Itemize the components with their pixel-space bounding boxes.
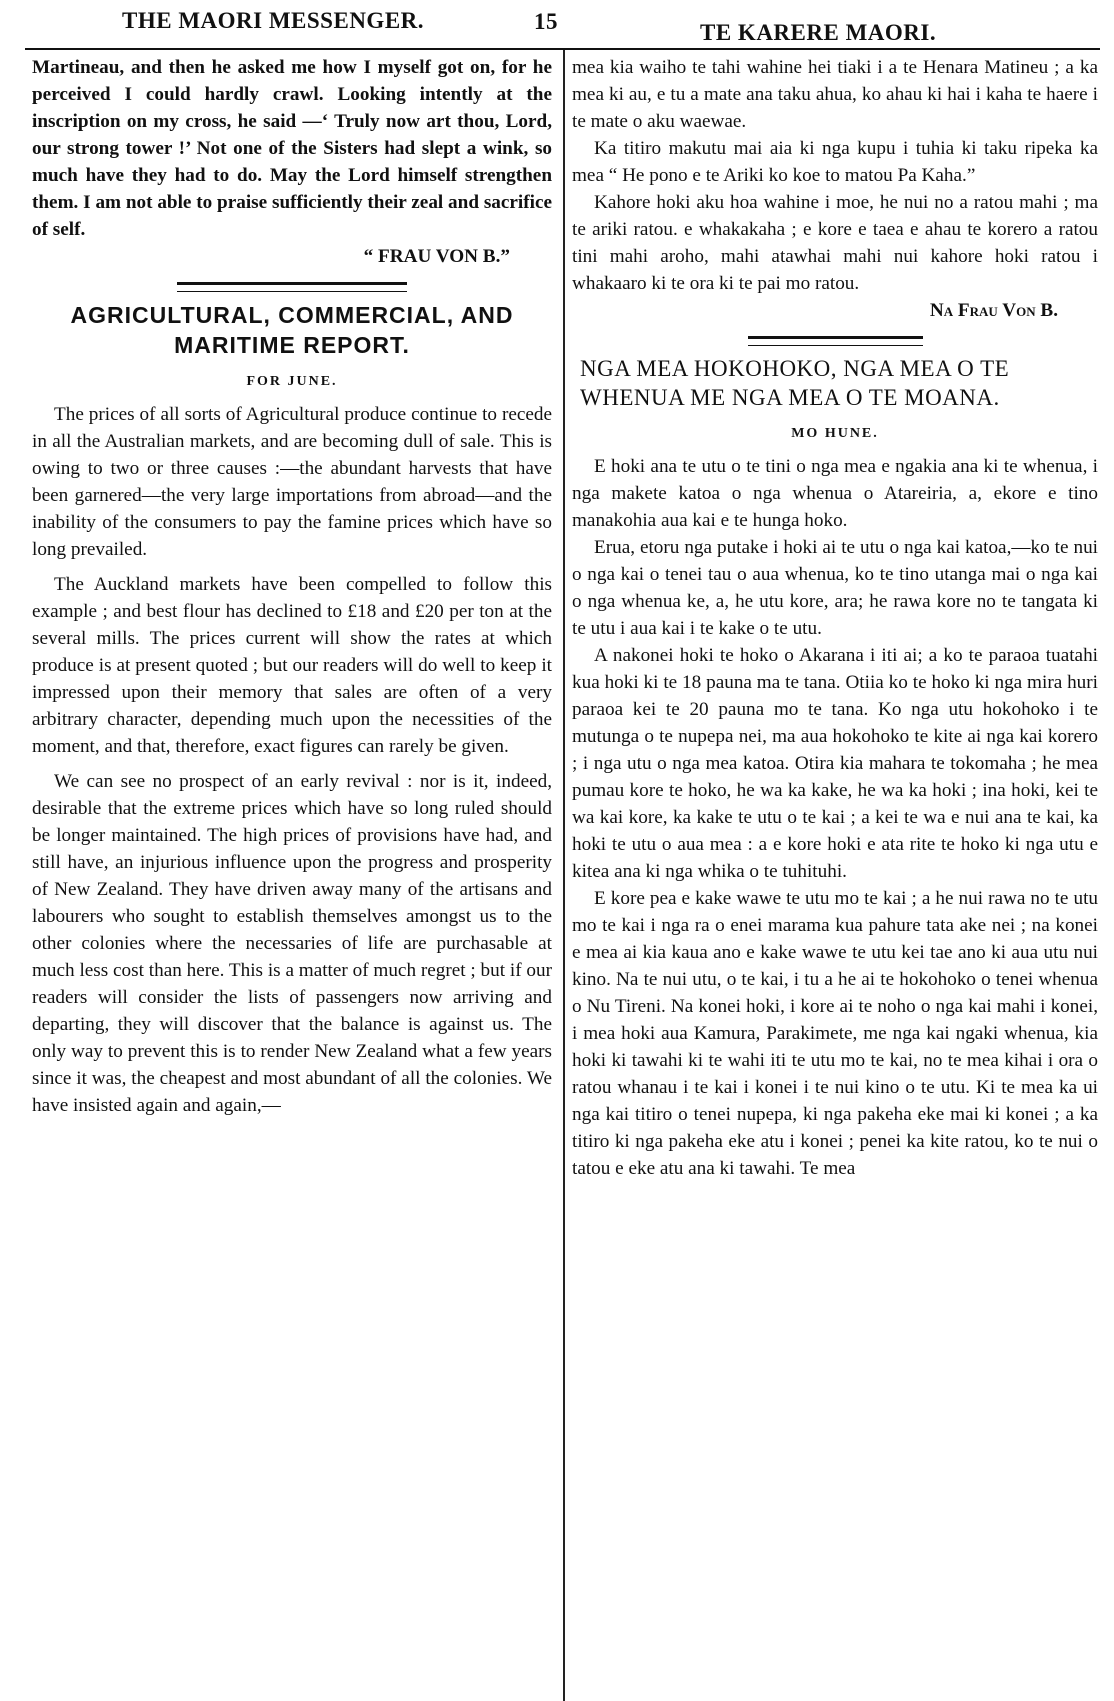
- report-paragraph-2: Erua, etoru nga putake i hoki ai te utu o nga kai katoa,—ko te nui o nga kai o tenei tau o aua whenua, ko te tino utanga mai o nga kai o nga whenua ke, a, he utu kore, ara; he rawa kore no te tangata ki te utu i aua kai i te kake o te utu.: [572, 537, 1098, 639]
- page-number: 15: [534, 9, 558, 34]
- page-header: [0, 0, 1114, 50]
- english-column: [32, 54, 552, 1119]
- letter-paragraph-3: Kahore hoki aku hoa wahine i moe, he nui no a ratou mahi ; ma te ariki ratou. e whakakaha ; e kore e taea e ahau te korero a ratou tini mahi aroho, mahi atawhai mahi nui kahore hoki ratou i whakaaro ki te ora ki te pai mo ratou.: [572, 192, 1098, 294]
- maori-column: [572, 54, 1098, 1182]
- section-rule: [748, 336, 923, 346]
- report-paragraph-3: We can see no prospect of an early revival : nor is it, indeed, desirable that the extreme prices which have so long ruled should be longer maintained. The high prices of provisions have had, and still have, an injurious influence upon the progress and prosperity of New Zealand. They have driven away many of the artisans and labourers who sought to establish themselves amongst us to the other colonies where the necessaries of life are purchasable at much less cost than here. This is a matter of much regret ; but if our readers will consider the lists of passengers now arriving and departing, they will discover that the balance is against us. The only way to prevent this is to render New Zealand what a few years since it was, the cheapest and most abundant of all the colonies. We have insisted again and again,—: [32, 771, 552, 1116]
- report-paragraph-2: The Auckland markets have been compelled to follow this example ; and best flour has declined to £18 and £20 per ton at the several mills. The prices current will show the rates at which produce is at present quoted ; but our readers will do well to keep it impressed upon their memory that sales are often of a very arbitrary character, depending much upon the necessities of the moment, and that, therefore, exact figures can rarely be given.: [32, 574, 552, 757]
- report-title-line2: MARITIME REPORT.: [174, 332, 410, 358]
- report-subtitle: FOR JUNE.: [246, 374, 338, 389]
- report-subtitle: MO HUNE.: [791, 426, 879, 441]
- letter-paragraph-2: Ka titiro makutu mai aia ki nga kupu i tuhia ki taku ripeka ka mea “ He pono e te Ariki ko koe to matou Pa Kaha.”: [572, 138, 1098, 186]
- header-maori-title: TE KARERE MAORI.: [700, 20, 937, 45]
- report-paragraph-1: E hoki ana te utu o te tini o nga mea e ngakia ana ki te whenua, i nga makete katoa o nga whenua o Atareiria, a, ekore e tino manakohia aua kai e te hunga hoko.: [572, 456, 1098, 531]
- header-english-title: THE MAORI MESSENGER.: [122, 8, 425, 33]
- letter-signature: “ FRAU VON B.”: [363, 246, 510, 267]
- letter-paragraph-1: mea kia waiho te tahi wahine hei tiaki i a te Henara Matineu ; a ka mea ki au, e tu a mate ana taku ahua, ko ahau ki hai i kaha te haere i te mate o aku waewae.: [572, 57, 1098, 132]
- report-paragraph-4: E kore pea e kake wawe te utu mo te kai ; a he nui rawa no te utu mo te kai i nga ra o enei marama kua pahure tata ake nei ; na konei e mea ai kia kaua ano e kake wawe te utu kei tae ano ki aua utu nui kino. Na te nui utu, o te kai, i tu a he ai te hokohoko o tenei whenua o Nu Tireni. Na konei hoki, i kore ai te noho o nga kai mahi i konei, i mea hoki aua Kamura, Parakimete, me nga kai ngaki whenua, kia hoki ki tawahi ki te wahi iti te utu mo te kai, no te mea kihai i ora o ratou whanau i te kai i konei i te nui kino o te utu. Ki te mea ka ui nga kai titiro o tenei nupepa, ki nga pakeha eke mai ki konei ; a ka titiro ki nga pakeha eke atu i konei ; penei ka kite ratou, ko te nui o tatou e eke atu ana ki tawahi. Te mea: [572, 888, 1098, 1179]
- report-title-line1: AGRICULTURAL, COMMERCIAL, AND: [70, 302, 514, 328]
- report-paragraph-1: The prices of all sorts of Agricultural produce continue to recede in all the Australian markets, and are becoming dull of sale. This is owing to two or three causes :—the abundant harvests that have been garnered—the very large importations from abroad—and the inability of the consumers to pay the famine prices which have so long prevailed.: [32, 404, 552, 560]
- report-paragraph-3: A nakonei hoki te hoko o Akarana i iti ai; a ko te paraoa tuatahi kua hoki ki te 18 pauna ma te tana. Otiia ko te hoko ki nga mira huri paraoa kei te 20 pauna mo te tana. Ko nga utu hokohoko i te mutunga o te nupepa nei, ma aua hokohoko te kite ai nga kai korero ; i nga utu o nga mea katoa. Otira kia mahara te tokomaha ; he mea pumau kore te hoko, he wa ka kake, he wa ka hoki ; ina hoki, kei te wa kai kore, ka kake te utu o te kai ; a kei te wa e nui ana te kai, ka hoki te utu o aua mea : a e kore hoki e ata rite te hoko ki nga utu e kitea ana ki nga whika o te tuhituhi.: [572, 645, 1098, 882]
- section-rule: [177, 282, 407, 292]
- column-divider: [563, 50, 565, 1701]
- letter-paragraph: Martineau, and then he asked me how I myself got on, for he perceived I could hardly crawl. Looking intently at the inscription on my cross, he said —‘ Truly now art thou, Lord, our strong tower !’ Not one of the Sisters had slept a wink, so much have they had to do. May the Lord himself strengthen them. I am not able to praise sufficiently their zeal and sacrifice of self.: [32, 57, 552, 240]
- report-title: NGA MEA HOKOHOKO, NGA MEA O TE WHENUA ME NGA MEA O TE MOANA.: [580, 356, 1010, 410]
- letter-signature: Na Frau Von B.: [929, 300, 1058, 321]
